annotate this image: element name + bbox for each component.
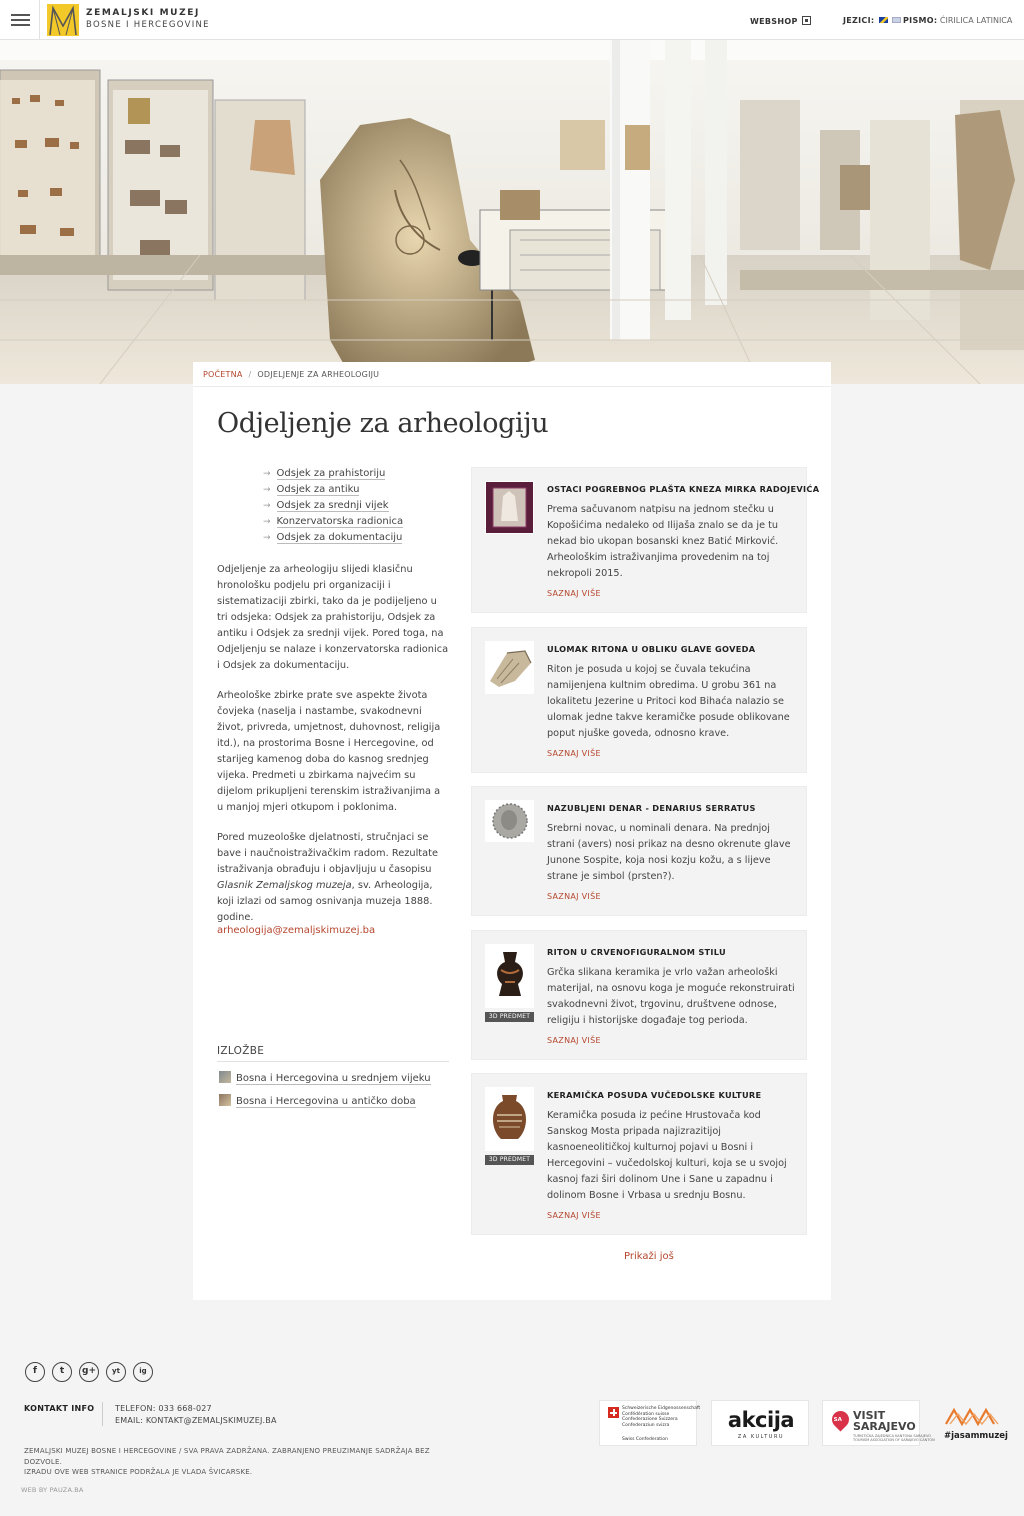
akcija-sub: ZA KULTURU	[737, 1434, 785, 1440]
intro-paragraph: Odjeljenje za arheologiju slijedi klasičnu hronološku podjelu pri organizaciji i sistematizaciji zbirki, tako da je podijeljeno u tri odsjeka: Odsjek za prahistoriju, Odsjek za antiku i Odsjek za srednji vijek. Pored toga, na Odjeljenju se nalaze i konzervatorska radionica i Odsjek za dokumentaciju.	[217, 564, 449, 671]
script-latin-option[interactable]: LATINICA	[976, 16, 1013, 25]
logo-subtitle[interactable]: BOSNE I HERCEGOVINE	[86, 20, 210, 30]
journal-name: Glasnik Zemaljskog muzeja	[217, 880, 352, 891]
rhyton-vase-icon	[485, 944, 534, 1008]
webshop-link[interactable]	[750, 16, 811, 26]
languages-label: JEZICI:	[843, 16, 875, 25]
logo-title[interactable]: ZEMALJSKI MUZEJ	[86, 8, 200, 18]
sub-department-link[interactable]	[263, 516, 403, 532]
item-title[interactable]: NAZUBLJENI DENAR - DENARIUS SERRATUS	[547, 803, 756, 813]
sub-department-label: Odsjek za prahistoriju	[276, 468, 386, 479]
menu-bar	[11, 19, 30, 21]
item-title[interactable]: KERAMIČKA POSUDA VUČEDOLSKE KULTURE	[547, 1090, 762, 1100]
hero-image	[0, 40, 1024, 384]
menu-bar	[11, 14, 30, 16]
museum-logo-icon[interactable]	[47, 4, 79, 36]
youtube-icon[interactable]: yt	[106, 1362, 126, 1382]
pin-text: SA	[833, 1417, 842, 1424]
exhibition-link[interactable]	[219, 1094, 416, 1107]
swiss-line: Confédération suisse	[622, 1411, 670, 1417]
read-more-link[interactable]: SAZNAJ VIŠE	[547, 749, 601, 758]
exhibition-thumbnail-icon	[219, 1094, 231, 1106]
sub-department-label: Odsjek za srednji vijek	[276, 500, 389, 511]
3d-object-badge[interactable]: 3D PREDMET	[485, 1155, 534, 1165]
facebook-icon[interactable]: f	[25, 1362, 45, 1382]
breadcrumb-current: ODJELJENJE ZA ARHEOLOGIJU	[257, 370, 380, 379]
english-flag-icon[interactable]	[892, 17, 901, 23]
sub-department-label: Odsjek za dokumentaciju	[276, 532, 403, 543]
copyright-text: ZEMALJSKI MUZEJ BOSNE I HERCEGOVINE / SVA PRAVA ZADRŽANA. ZABRANJENO PREUZIMANJE SADRŽAJA BEZ	[24, 1447, 430, 1455]
arrow-right-icon: →	[263, 469, 271, 479]
burial-cloak-icon	[485, 481, 534, 534]
item-description: Riton je posuda u kojoj se čuvala tekućina namijenjena kultnim obredima. U grobu 361 na lokalitetu Jezerine u Pritoci kod Bihaća nalazio se ulomak jedne takve keramičke posude oblikovane poput njuške goveda, odnosno krave.	[547, 664, 790, 739]
swiss-line: Confederaziun svizra	[622, 1422, 670, 1428]
arrow-right-icon: →	[263, 501, 271, 511]
item-description: Prema sačuvanom natpisu na jednom stečku u Kopošićima nedaleko od Ilijaša znalo se da je tu nekad bio ukopan bosanski knez Batić Mirković. Arheološkim istraživanjima provedenim na toj nekropoli 2015.	[547, 504, 779, 579]
item-description: Keramička posuda iz pećine Hrustovača kod Sanskog Mosta pripada najizrazitijoj kasnoeneolitičkoj kulturnoj pojavi u Bosni i Hercegovini – vučedolskoj kulturi, koja se u svojoj kasnoj fazi širi dolinom Une i Sane u zapadnu i dolinom Bosne i Vrbasa u srednju Bosnu.	[547, 1110, 787, 1201]
read-more-link[interactable]: SAZNAJ VIŠE	[547, 1211, 601, 1220]
collection-item[interactable]	[471, 1073, 807, 1235]
read-more-link[interactable]: SAZNAJ VIŠE	[547, 589, 601, 598]
item-title[interactable]: RITON U CRVENOFIGURALNOM STILU	[547, 947, 726, 957]
webshop-icon	[802, 16, 811, 25]
bosnian-flag-icon[interactable]	[879, 17, 888, 23]
swiss-line: Confederazione Svizzera	[622, 1417, 678, 1423]
3d-object-badge[interactable]: 3D PREDMET	[485, 1012, 534, 1022]
breadcrumb-home-link[interactable]: POČETNA	[203, 370, 243, 379]
exhibitions-divider	[217, 1061, 449, 1062]
contact-divider	[102, 1402, 103, 1426]
collections-paragraph: Arheološke zbirke prate sve aspekte života čovjeka (naselja i nastambe, svakodnevni život, privreda, umjetnost, duhovnost, religija itd.), na prostorima Bosne i Hercegovine, od starijeg kamenog doba do kasnog srednjeg vijeka. Predmeti u zbirkama najvećim su dijelom prikupljeni terenskim istraživanjima a u manjoj mjeri otkupom i poklonima.	[217, 690, 441, 813]
support-text: IZRADU OVE WEB STRANICE PODRŽALA JE VLADA ŠVICARSKE.	[24, 1468, 253, 1476]
contact-phone[interactable]: TELEFON: 033 668-027	[115, 1404, 212, 1413]
item-title[interactable]: OSTACI POGREBNOG PLAŠTA KNEZA MIRKA RADOJEVIĆA	[547, 484, 820, 494]
sub-department-label: Odsjek za antiku	[276, 484, 360, 495]
item-description: Grčka slikana keramika je vrlo važan arheološki materijal, na osnovu koga je moguće rekonstruirati svakodnevni život, trgovinu, društvene odnose, religiju i historijske događaje tog perioda.	[547, 967, 795, 1026]
sub-department-link[interactable]	[263, 468, 403, 484]
jasammuzej-hashtag[interactable]: #jasammuzej	[944, 1431, 1008, 1441]
sarajevo-text: SARAJEVO	[853, 1420, 916, 1433]
research-text: , sv. Arheologija, koji izlazi od samog osnivanja muzeja 1888. godine.	[217, 880, 433, 923]
exhibition-link[interactable]	[219, 1071, 431, 1084]
swiss-flag-icon	[608, 1407, 619, 1418]
swiss-foot: Swiss Confederation	[622, 1437, 668, 1442]
pottery-vessel-icon	[485, 1087, 534, 1151]
swiss-logo-text	[622, 1406, 700, 1428]
visit-text: VISIT	[853, 1409, 886, 1422]
department-email-link[interactable]: arheologija@zemaljskimuzej.ba	[217, 925, 376, 936]
menu-bar	[11, 24, 30, 26]
contact-email[interactable]: EMAIL: KONTAKT@ZEMALJSKIMUZEJ.BA	[115, 1416, 277, 1425]
collection-item[interactable]	[471, 467, 820, 613]
webshop-label: WEBSHOP	[750, 17, 798, 26]
item-description: Srebrni novac, u nominali denara. Na prednjoj strani (avers) nosi prikaz na desno okrenute glave Junone Sospite, koja nosi kozju kožu, a s lijeve strane je simbol (prsten?).	[547, 823, 791, 882]
twitter-icon[interactable]: t	[52, 1362, 72, 1382]
show-more-link[interactable]: Prikaži još	[624, 1251, 674, 1262]
contact-info-label: KONTAKT INFO	[24, 1404, 95, 1413]
read-more-link[interactable]: SAZNAJ VIŠE	[547, 892, 601, 901]
web-by-link[interactable]: WEB BY PAUZA.BA	[21, 1486, 84, 1494]
collection-item[interactable]	[471, 627, 807, 773]
script-label: PISMO:	[903, 16, 938, 25]
location-pin-icon	[828, 1407, 852, 1431]
exhibition-label: Bosna i Hercegovina u antičko doba	[236, 1096, 416, 1107]
swiss-confederation-logo[interactable]	[599, 1400, 701, 1446]
collection-item[interactable]	[471, 930, 807, 1060]
arrow-right-icon: →	[263, 517, 271, 527]
coin-icon	[485, 800, 534, 842]
akcija-za-kulturu-logo[interactable]	[711, 1400, 809, 1446]
collection-item[interactable]	[471, 786, 807, 916]
script-switcher	[903, 16, 1012, 25]
content-card	[193, 362, 831, 1300]
hamburger-menu-button[interactable]	[0, 0, 40, 40]
exhibition-label: Bosna i Hercegovina u srednjem vijeku	[236, 1073, 431, 1084]
language-switcher	[843, 16, 901, 25]
breadcrumb	[203, 370, 379, 379]
exhibitions-title: IZLOŽBE	[217, 1045, 265, 1057]
site-header	[0, 0, 1024, 40]
sub-department-link[interactable]	[263, 500, 403, 516]
sub-department-label: Konzervatorska radionica	[276, 516, 404, 527]
swiss-line: Schweizerische Eidgenossenschaft	[622, 1406, 701, 1411]
rhyton-fragment-icon	[485, 641, 534, 694]
sub-department-list	[263, 468, 403, 548]
script-cyrillic-option[interactable]: ĆIRILICA	[939, 16, 974, 25]
visit-fine-print: TURISTIČKA ZAJEDNICA KANTONA SARAJEVO TOURISM ASSOCIATION OF SARAJEVO CANTON	[853, 1434, 935, 1443]
arrow-right-icon: →	[263, 485, 271, 495]
breadcrumb-divider	[193, 386, 831, 387]
arrow-right-icon: →	[263, 533, 271, 543]
breadcrumb-separator: /	[248, 370, 252, 379]
instagram-icon[interactable]: ig	[133, 1362, 153, 1382]
copyright-text: DOZVOLE.	[24, 1458, 63, 1466]
exhibition-thumbnail-icon	[219, 1071, 231, 1083]
sub-department-link[interactable]	[263, 532, 403, 548]
sub-department-link[interactable]	[263, 484, 403, 500]
research-text: Pored muzeološke djelatnosti, stručnjaci se bave i naučnoistraživačkim radom. Rezultate istraživanja obrađuju i objavljuju u časopisu	[217, 832, 439, 875]
read-more-link[interactable]: SAZNAJ VIŠE	[547, 1036, 601, 1045]
visit-sarajevo-logo[interactable]	[822, 1400, 935, 1446]
google-plus-icon[interactable]: g+	[79, 1362, 99, 1382]
jasammuzej-logo-icon[interactable]	[944, 1404, 1000, 1428]
research-paragraph	[217, 830, 449, 926]
page-title: Odjeljenje za arheologiju	[217, 408, 549, 439]
item-title[interactable]: ULOMAK RITONA U OBLIKU GLAVE GOVEDA	[547, 644, 756, 654]
akcija-wordmark: akcija	[727, 1408, 795, 1432]
